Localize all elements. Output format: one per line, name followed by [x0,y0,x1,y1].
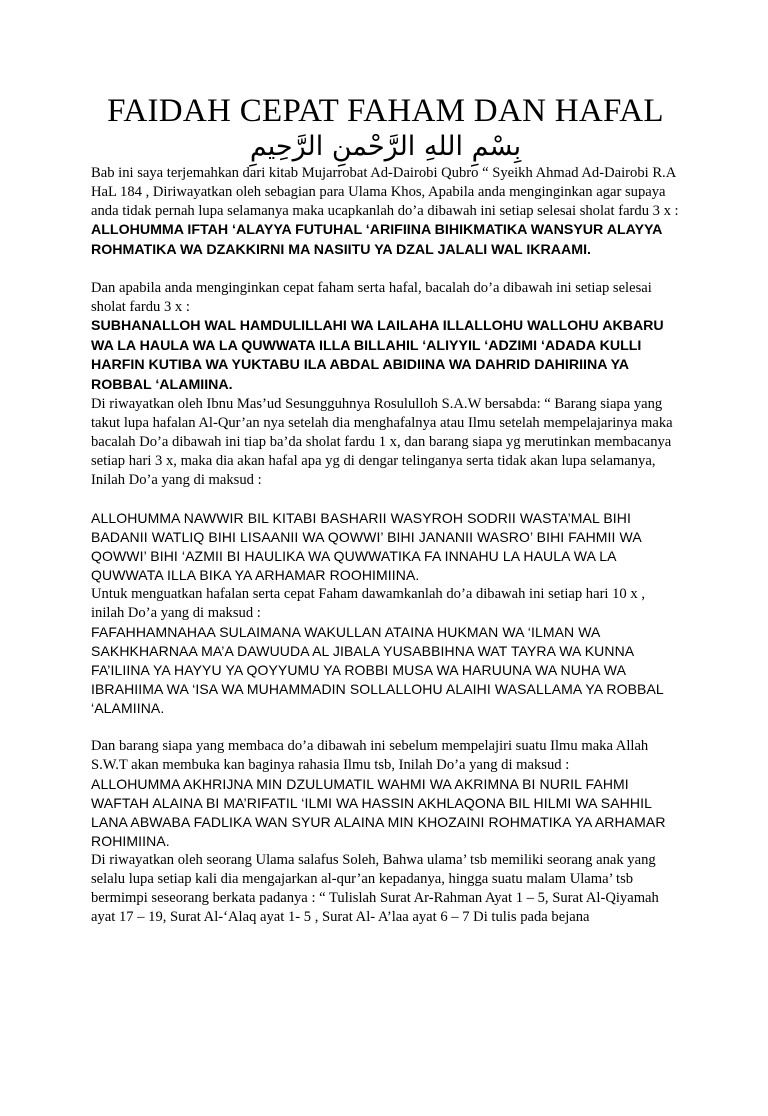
paragraph-6: Di riwayatkan oleh seorang Ulama salafus Soleh, Bahwa ulama’ tsb memiliki seorang anak yang selalu lupa setiap kali dia mengajarkan al-qur’an kepadanya, hingga suatu malam Ulama’ tsb bermimpi seseorang berkata padanya : “ Tulislah Surat Ar-Rahman Ayat 1 – 5, Surat Al-Qiyamah ayat 17 – 19, Surat Al-‘Alaq ayat 1- 5 , Surat Al- A’laa ayat 6 – 7 Di tulis pada bejana [91,852,659,925]
prayer-2: SUBHANALLOH WAL HAMDULILLAHI WA LAILAHA ILLALLOHU WALLOHU AKBARU WA LA HAULA WA LA QUWWATA ILLA BILLAHIL ‘ALIYYIL ‘ADZIMI ‘ADADA KULLI HARFIN KUTIBA WA YUKTABU ILA ABDAL ABIDIINA WA DAHRID DAHIRIINA YA ROBBAL ‘ALAMIINA. [91,318,664,393]
prayer-5: ALLOHUMMA AKHRIJNA MIN DZULUMATIL WAHMI WA AKRIMNA BI NURIL FAHMI WAFTAH ALAINA BI MA’RIFATIL ‘ILMI WA HASSIN AKHLAQONA BIL HILMI WA SAHHIL LANA ABWABA FADLIKA WAN SYUR ALAINA MIN KHOZAINI ROHMATIKA YA ARHAMAR ROHIMIINA. [91,776,666,849]
prayer-1: ALLOHUMMA IFTAH ‘ALAYYA FUTUHAL ‘ARIFIINA BIHIKMATIKA WANSYUR ALAYYA ROHMATIKA WA DZAKKIRNI MA NASIITU YA DZAL JALALI WAL IKRAAMI. [91,222,662,258]
paragraph-3: Di riwayatkan oleh Ibnu Mas’ud Sesungguhnya Rosululloh S.A.W bersabda: “ Barang siapa yang takut lupa hafalan Al-Qur’an nya setelah dia menghafalnya atau Ilmu setelah mempelajarinya maka bacalah Do’a dibawah ini tiap ba’da sholat fardu 1 x, dan barang siapa yg merutinkan membacanya setiap hari 3 x, maka dia akan hafal apa yg di dengar telinganya serta tidak akan lupa selamanya, Inilah Do’a yang di maksud : [91,396,673,488]
paragraph-5: Dan barang siapa yang membaca do’a dibawah ini sebelum mempelajiri suatu Ilmu maka Allah S.W.T akan membuka kan baginya rahasia Ilmu tsb, Inilah Do’a yang di maksud : [91,738,649,773]
document-page [0,92,768,1116]
spacer [91,718,680,737]
spacer [91,260,680,279]
spacer [91,490,680,509]
paragraph-4: Untuk menguatkan hafalan serta cepat Faham dawamkanlah do’a dibawah ini setiap hari 10 x , inilah Do’a yang di maksud : [91,586,645,621]
prayer-3: ALLOHUMMA NAWWIR BIL KITABI BASHARII WASYROH SODRII WASTA’MAL BIHI BADANII WATLIQ BIHI LISAANII WA QOWWI’ BIHI JANANII WASRO’ BIHI FAHMII WA QOWWI’ BIHI ‘AZMII BI HAULIKA WA QUWWATIKA FA INNAHU LA HAULA WA LA QUWWATA ILLA BIKA YA ARHAMAR ROOHIMIINA. [91,510,641,583]
paragraph-intro: Bab ini saya terjemahkan dari kitab Mujarrobat Ad-Dairobi Qubro “ Syeikh Ahmad Ad-Dairobi R.A HaL 184 , Diriwayatkan oleh sebagian para Ulama Khos, Apabila anda menginginkan agar supaya anda tidak pernah lupa selamanya maka ucapkanlah do’a dibawah ini setiap selesai sholat fardu 3 x : [91,165,679,219]
page-title: FAIDAH CEPAT FAHAM DAN HAFAL [107,93,664,129]
paragraph-2: Dan apabila anda menginginkan cepat faham serta hafal, bacalah do’a dibawah ini setiap selesai sholat fardu 3 x : [91,280,652,315]
basmala-heading: بِسْمِ اللهِ الرَّحْمنِ الرَّحِيمِ [249,131,522,162]
prayer-4: FAFAHHAMNAHAA SULAIMANA WAKULLAN ATAINA HUKMAN WA ‘ILMAN WA SAKHKHARNAA MA’A DAWUUDA AL JIBALA YUSABBIHNA WAT TAYRA WA KUNNA FA’ILIINA YA HAYYU YA QOYYUMU YA ROBBI MUSA WA HARUUNA WA NUHA WA IBRAHIIMA WA ‘ISA WA MUHAMMADIN SOLLALLOHU ALAIHI WASALLAMA YA ROBBAL ‘ALAMIINA. [91,624,664,716]
